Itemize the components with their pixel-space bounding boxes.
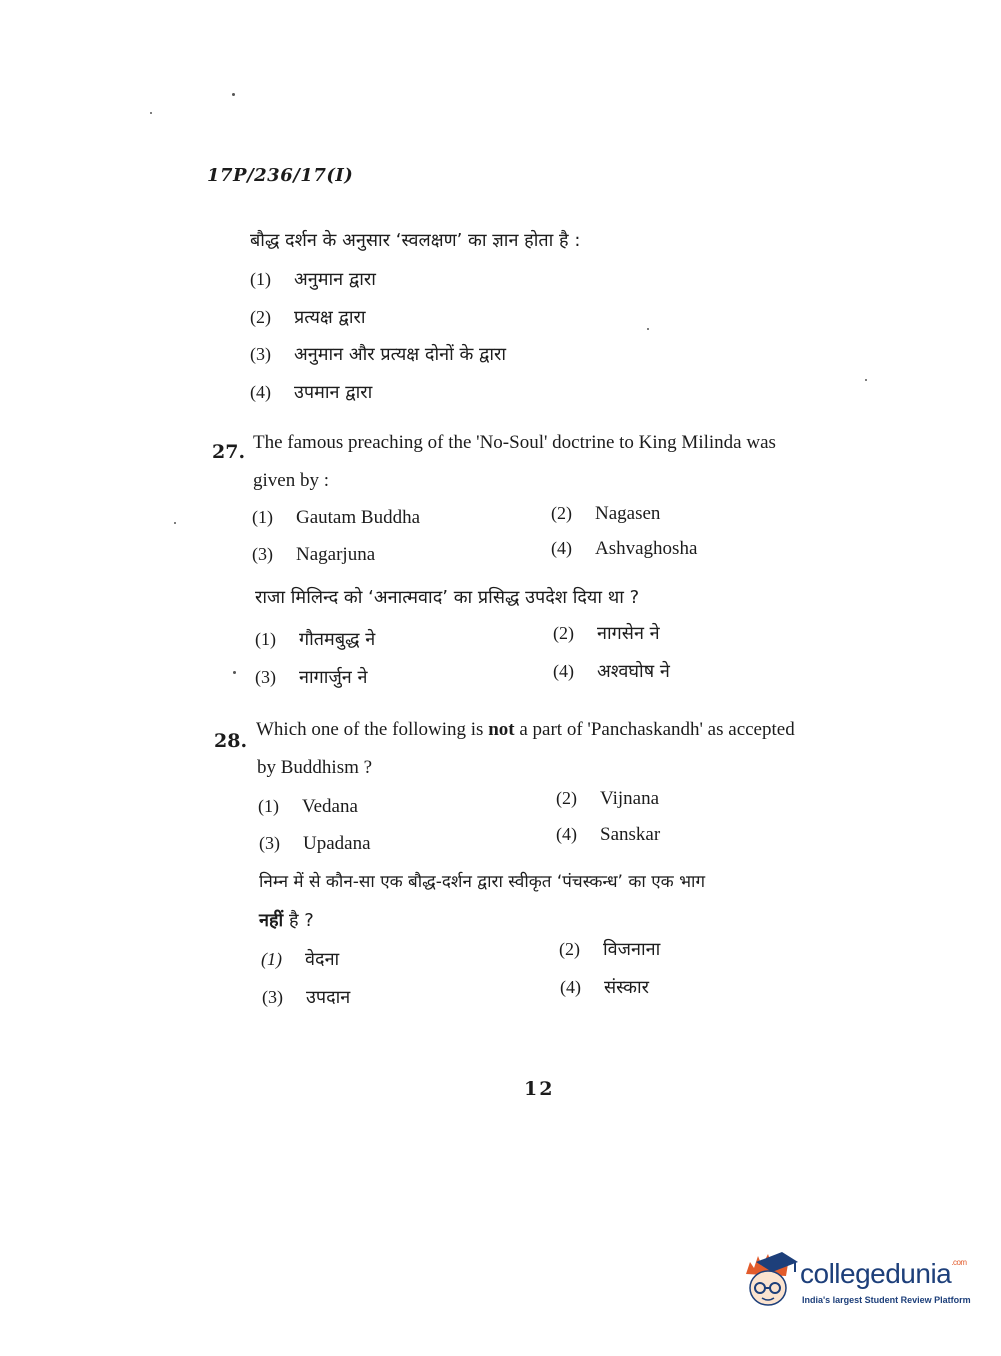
option-number: (3) bbox=[255, 667, 276, 687]
option-text: Ashvaghosha bbox=[595, 538, 698, 559]
q28-question-line2: by Buddhism ? bbox=[257, 757, 373, 778]
option-text: Vijnana bbox=[600, 788, 660, 809]
q27-hindi-option-4 bbox=[553, 659, 670, 683]
logo-tagline: India's largest Student Review Platform bbox=[802, 1295, 971, 1305]
option-number: (1) bbox=[261, 949, 282, 969]
paper-code: 17P/236/17(I) bbox=[207, 165, 354, 186]
option-text: नागसेन ने bbox=[597, 623, 660, 644]
option-number: (1) bbox=[250, 269, 271, 289]
mascot-icon bbox=[740, 1248, 800, 1310]
option-number: (2) bbox=[250, 307, 271, 327]
q27-hindi-option-3 bbox=[255, 665, 368, 689]
option-text: विजनाना bbox=[603, 939, 661, 960]
option-number: (1) bbox=[252, 507, 273, 527]
q27-hindi-option-2 bbox=[553, 621, 660, 645]
collegedunia-logo bbox=[740, 1248, 980, 1318]
option-number: (3) bbox=[262, 987, 283, 1007]
option-text: Vedana bbox=[302, 796, 358, 817]
q27-option-4 bbox=[551, 538, 697, 560]
scan-speck bbox=[150, 112, 152, 114]
q27-question-hindi: राजा मिलिन्द को ‘अनात्मवाद’ का प्रसिद्ध उपदेश दिया था ? bbox=[255, 587, 640, 608]
q27-option-2 bbox=[551, 503, 660, 525]
q28-hindi-option-4 bbox=[560, 975, 649, 999]
q28-option-3 bbox=[259, 833, 371, 855]
q28-option-2 bbox=[556, 788, 659, 810]
q28-hindi-option-3 bbox=[262, 985, 350, 1009]
option-text: अनुमान द्वारा bbox=[294, 269, 376, 290]
option-text: Nagasen bbox=[595, 503, 661, 524]
q28-question-hindi-line1: निम्न में से कौन-सा एक बौद्ध-दर्शन द्वारा स्वीकृत ‘पंचस्कन्ध’ का एक भाग bbox=[259, 872, 706, 892]
q27-number: 27. bbox=[212, 441, 246, 463]
option-text: Sanskar bbox=[600, 824, 661, 845]
option-text: वेदना bbox=[305, 949, 340, 970]
scan-speck bbox=[232, 93, 235, 96]
option-text: उपदान bbox=[306, 987, 351, 1008]
question-text: है ? bbox=[288, 910, 314, 931]
option-text: संस्कार bbox=[604, 977, 650, 998]
option-text: Gautam Buddha bbox=[296, 507, 421, 528]
option-number: (3) bbox=[252, 544, 273, 564]
q28-option-4 bbox=[556, 824, 660, 846]
q27-option-3 bbox=[252, 544, 375, 566]
option-text: नागार्जुन ने bbox=[299, 667, 368, 688]
logo-wordmark bbox=[800, 1258, 967, 1290]
q26-option-2 bbox=[250, 305, 366, 329]
emphasis-not: not bbox=[488, 719, 515, 740]
option-number: (2) bbox=[551, 503, 572, 523]
option-number: (4) bbox=[551, 538, 572, 558]
q26-option-3 bbox=[250, 342, 506, 366]
logo-name: collegedunia bbox=[800, 1258, 952, 1289]
option-number: (4) bbox=[556, 824, 577, 844]
question-text: Which one of the following is bbox=[256, 719, 484, 740]
q26-question-hindi: बौद्ध दर्शन के अनुसार ‘स्वलक्षण’ का ज्ञान होता है : bbox=[250, 230, 581, 251]
emphasis-nahin: नहीं bbox=[259, 910, 284, 931]
option-text: अश्वघोष ने bbox=[597, 661, 670, 682]
option-number: (4) bbox=[250, 382, 271, 402]
option-number: (2) bbox=[556, 788, 577, 808]
option-number: (2) bbox=[559, 939, 580, 959]
q28-number: 28. bbox=[214, 730, 248, 752]
option-text: प्रत्यक्ष द्वारा bbox=[294, 307, 366, 328]
q27-question-line1: The famous preaching of the 'No-Soul' doctrine to King Milinda was bbox=[253, 432, 776, 453]
option-text: Upadana bbox=[303, 833, 371, 854]
option-text: Nagarjuna bbox=[296, 544, 376, 565]
option-text: गौतमबुद्ध ने bbox=[299, 629, 376, 650]
q26-option-1 bbox=[250, 267, 376, 291]
option-number: (3) bbox=[250, 344, 271, 364]
scan-speck bbox=[174, 522, 176, 524]
q28-question-hindi-line2 bbox=[259, 908, 314, 932]
q28-option-1 bbox=[258, 796, 358, 818]
option-number: (4) bbox=[553, 661, 574, 681]
option-number: (4) bbox=[560, 977, 581, 997]
page-number: 12 bbox=[524, 1078, 555, 1100]
q27-hindi-option-1 bbox=[255, 627, 375, 651]
option-number: (1) bbox=[255, 629, 276, 649]
option-number: (3) bbox=[259, 833, 280, 853]
question-text: a part of 'Panchaskandh' as accepted bbox=[519, 719, 795, 740]
scan-speck bbox=[233, 671, 236, 674]
scan-speck bbox=[865, 379, 867, 381]
q26-option-4 bbox=[250, 380, 372, 404]
logo-suffix: .com bbox=[951, 1258, 967, 1267]
option-text: उपमान द्वारा bbox=[294, 382, 373, 403]
q28-hindi-option-1 bbox=[261, 947, 339, 971]
q27-option-1 bbox=[252, 507, 420, 529]
q28-hindi-option-2 bbox=[559, 937, 660, 961]
option-number: (2) bbox=[553, 623, 574, 643]
option-number: (1) bbox=[258, 796, 279, 816]
q28-question-line1 bbox=[256, 719, 795, 741]
scan-speck bbox=[647, 328, 649, 330]
q27-question-line2: given by : bbox=[253, 470, 329, 491]
option-text: अनुमान और प्रत्यक्ष दोनों के द्वारा bbox=[294, 344, 507, 365]
